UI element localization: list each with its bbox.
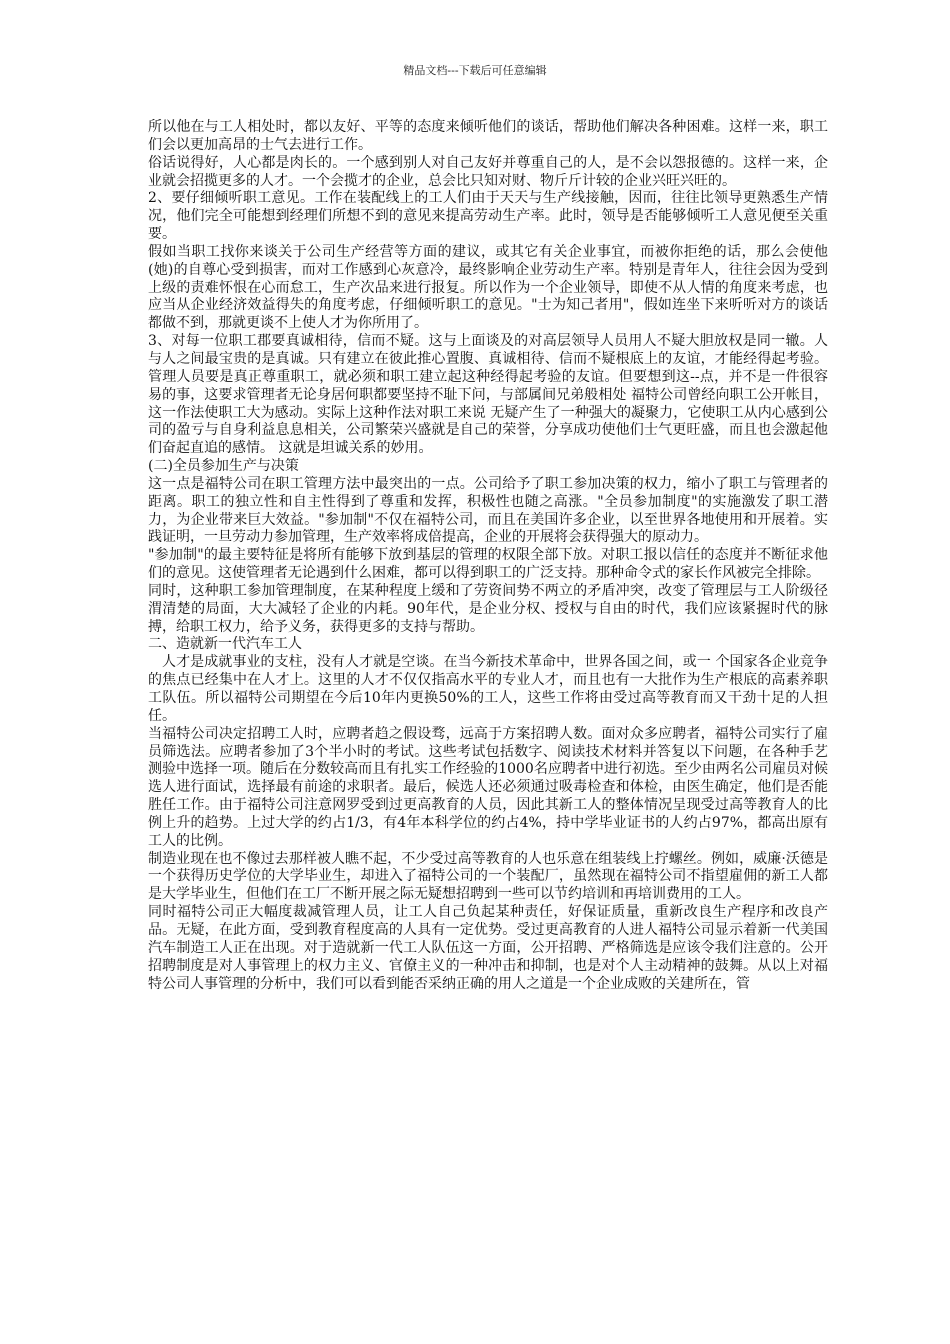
section-heading-new-workers: 二、造就新一代汽车工人	[148, 636, 302, 653]
paragraph-7: 这一点是福特公司在职工管理方法中最突出的一点。公司给予了职工参加决策的权力，缩小了职工与管理者的距离。职工的独立性和自主性得到了尊重和发挥，积极性也随之高涨。"全员参加制度"的实施激发了职工潜力，为企业带来巨大效益。"参加制"不仅在福特公司，而且在美国许多企业，以至世界各地使用和开展着。实践证明，一旦劳动力参加管理，生产效率将成倍提高，企业的开展将会获得强大的原动力。	[148, 475, 828, 546]
paragraph-9: 同时，这种职工参加管理制度，在某种程度上缓和了劳资间势不两立的矛盾冲突，改变了管理层与工人阶级径渭清楚的局面，大大减轻了企业的内耗。90年代，是企业分权、授权与自由的时代，我们应该紧握时代的脉搏，给职工权力，给予义务，获得更多的支持与帮助。	[148, 582, 828, 635]
paragraph-11: 人才是成就事业的支柱，没有人才就是空谈。在当今新技术革命中，世界各国之间，或一 个国家各企业竞争的焦点已经集中在人才上。这里的人才不仅仅指高水平的专业人才，而且也有一大批作为生产根底的高素养职工队伍。所以福特公司期望在今后10年内更换50%的工人，这些工作将由受过高等教育而又干劲十足的人担任。	[148, 654, 828, 724]
paragraph-8: "参加制"的最主要特征是将所有能够下放到基层的管理的权限全部下放。对职工报以信任的态度并不断征求他们的意见。这使管理者无论遇到什么困难，都可以得到职工的广泛支持。那种命令式的家长作风被完全排除。	[148, 547, 828, 582]
paragraph-12: 当福特公司决定招聘工人时，应聘者趋之假设骛，远高于方案招聘人数。面对众多应聘者，福特公司实行了雇员筛选法。应聘者参加了3个半小时的考试。这些考试包括数字、阅读技术材料并答复以下问题，在各种手艺测验中选择一项。随后在分数较高而且有扎实工作经验的1000名应聘者中进行初选。至少由两名公司雇员对候选人进行面试，选择最有前途的求职者。最后，候选人还必须通过吸毒检查和体检，由医生确定，他们是否能胜任工作。由于福特公司注意网罗受到过更高教育的人员，因此其新工人的整体情况呈现受过高等教育人的比例上升的趋势。上过大学的约占1/3，有4年本科学位的约占4%，持中学毕业证书的人约占97%，都高出原有工人的比例。	[148, 725, 828, 849]
page-header: 精品文档---下载后可任意编辑	[403, 64, 547, 77]
paragraph-2: 俗话说得好，人心都是肉长的。一个感到别人对自己友好并尊重自己的人，是不会以怨报德的。这样一来，企业就会招揽更多的人才。一个会揽才的企业，总会比只知对财、物斤斤计较的企业兴旺兴旺的。	[148, 154, 828, 189]
section-heading-participation: (二)全员参加生产与决策	[148, 458, 299, 475]
paragraph-14: 同时福特公司正大幅度裁减管理人员，让工人自己负起某种责任，好保证质量，重新改良生产程序和改良产品。无疑，在此方面，受到教育程度高的人具有一定优势。受过更高教育的人进人福特公司显示着新一代美国汽车制造工人正在出现。对于造就新一代工人队伍这一方面，公开招聘、严格筛选是应该令我们注意的。公开招聘制度是对人事管理上的权力主义、官僚主义的一种冲击和抑制，也是对个人主动精神的鼓舞。从以上对福特公司人事管理的分析中，我们可以看到能否采纳正确的用人之道是一个企业成败的关建所在，管	[148, 904, 828, 992]
paragraph-13: 制造业现在也不像过去那样被人瞧不起，不少受过高等教育的人也乐意在组装线上拧螺丝。例如，威廉·沃德是一个获得历史学位的大学毕业生，却进入了福特公司的一个装配厂，虽然现在福特公司不指望雇佣的新工人都是大学毕业生，但他们在工厂不断开展之际无疑想招聘到一些可以节约培训和再培训费用的工人。	[148, 850, 828, 903]
paragraph-5: 3、对每一位职工郡要真诚相待，信而不疑。这与上面谈及的对高层领导人员用人不疑大胆放权是同一辙。人与人之间最宝贵的是真诚。只有建立在彼此推心置腹、真诚相待、信而不疑根底上的友谊，才能经得起考验。管理人员要是真正尊重职工，就必须和职工建立起这种经得起考验的友谊。但要想到这--点，并不是一件很容易的事，这要求管理者无论身居何职都要坚持不耻下问，与部属间兄弟般相处 福特公司曾经向职工公开帐目，这一作法使职工大为感动。实际上这种作法对职工来说 无疑产生了一种强大的凝聚力，它使职工从内心感到公司的盈亏与自身利益息息相关，公司繁荣兴盛就是自己的荣誉，分享成功使他们士气更旺盛，而且也会激起他们奋起直追的感情。 这就是坦诚关系的妙用。	[148, 333, 828, 457]
paragraph-1: 所以他在与工人相处时，都以友好、平等的态度来倾听他们的谈话，帮助他们解决各种困难。这样一来，职工们会以更加高昂的士气去进行工作。	[148, 119, 828, 153]
document-body	[148, 119, 828, 993]
paragraph-3: 2、要仔细倾听职工意见。工作在装配线上的工人们由于天天与生产线接触，因而，往往比领导更熟悉生产情况，他们完全可能想到经理们所想不到的意见来提高劳动生产率。此时，领导是否能够倾听工人意见便至关重要。	[148, 190, 828, 243]
paragraph-4: 假如当职工找你来谈关于公司生产经营等方面的建议，或其它有关企业事宜，而被你拒绝的话，那么会使他(她)的自尊心受到损害，而对工作感到心灰意冷，最终影响企业劳动生产率。特别是青年人，往往会因为受到上级的责难怀恨在心而怠工，生产次品来进行报复。所以作为一个企业领导，即使不从人情的角度来考虑，也应当从企业经济效益得失的角度考虑，仔细倾听职工的意见。"士为知己者用"，假如连坐下来听听对方的谈话都做不到，那就更谈不上使人才为你所用了。	[148, 243, 828, 332]
